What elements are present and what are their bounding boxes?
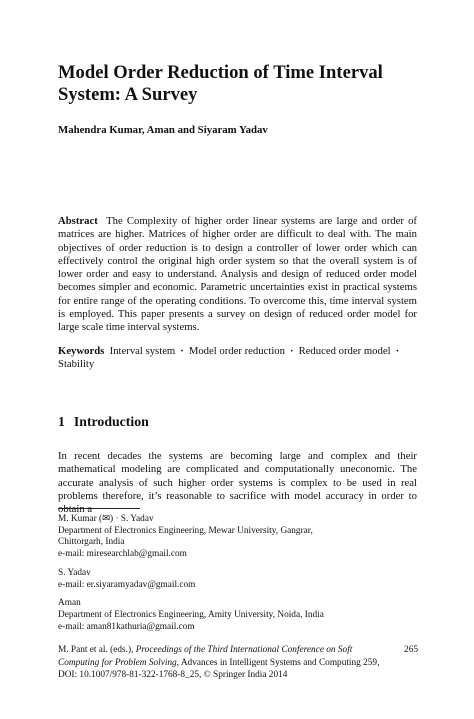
affiliation (58, 514, 418, 561)
keyword: Interval system (109, 345, 176, 357)
affiliation-name: Aman (58, 598, 81, 609)
footnote-rule (58, 508, 140, 509)
keyword: Model order reduction (188, 345, 285, 357)
section-title: Introduction (73, 414, 149, 429)
paper-title: Model Order Reduction of Time Interval System: A Survey (58, 62, 383, 105)
citation-doi: DOI: 10.1007/978-81-322-1768-8_25, © Springer India 2014 (58, 670, 288, 680)
affiliation-name: M. Kumar (✉) · S. Yadav (58, 514, 154, 524)
abstract-text: The Complexity of higher order linear systems are large and order of matrices are higher. Matrices of higher order are difficult to deal with. The main objectives of order reduction is to design a controller of lower order which can effectively control the original high order system so that the overall system is of lower order and easy to understand. Analysis and design of reduced order model becomes simpler and economic. Parametric uncertainties exist in practical systems for entire range of the operating conditions. To overcome this, time interval system is employed. This paper presents a survey on design of reduced order model for large scale time interval systems. (58, 215, 417, 334)
keywords-label: Keywords (58, 345, 105, 357)
keyword: Reduced order model (298, 345, 391, 357)
email-address: miresearchlab@gmail.com (86, 549, 187, 560)
affiliation-line: Chittorgarh, India (58, 537, 125, 548)
section-heading (58, 414, 149, 430)
email-address: er.siyaramyadav@gmail.com (86, 579, 196, 590)
section-body: In recent decades the systems are becoming large and complex and their mathematical modeling are complicated and computationally uneconomic. The accurate analysis of such higher order systems is complex to be used in real problems therefore, it’s reasonable to sacrifice with model accuracy in order to obtain a (58, 450, 417, 516)
email-label: e-mail: (58, 579, 87, 590)
citation-proceedings: Proceedings of the Third International Conference on Soft Computing for Problem Solving (58, 645, 353, 668)
citation-series: , Advances in Intelligent Systems and Computing 259, (176, 657, 380, 668)
citation-prefix: M. Pant et al. (eds.), (58, 645, 136, 655)
page-number: 265 (404, 645, 418, 655)
affiliation-line: Department of Electronics Engineering, Mewar University, Gangrar, (58, 525, 313, 536)
keyword-separator: · (289, 345, 294, 357)
affiliation-email (58, 622, 418, 634)
author-list: Mahendra Kumar, Aman and Siyaram Yadav (58, 124, 268, 136)
email-address: aman81kathuria@gmail.com (86, 621, 195, 632)
citation-footer (58, 644, 418, 682)
citation-text (58, 644, 388, 682)
abstract-label: Abstract (58, 215, 98, 227)
email-label: e-mail: (58, 621, 87, 632)
affiliation (58, 598, 418, 633)
keyword-separator: · (180, 345, 184, 357)
affiliations (58, 514, 418, 640)
email-label: e-mail: (58, 549, 87, 560)
keywords (58, 345, 417, 372)
keyword: Stability (58, 358, 95, 371)
affiliation (58, 568, 418, 591)
affiliation-name: S. Yadav (58, 567, 91, 578)
abstract (58, 215, 417, 335)
affiliation-line: Department of Electronics Engineering, Amity University, Noida, India (58, 609, 324, 620)
keyword-separator: · (395, 345, 400, 357)
affiliation-email (58, 549, 418, 561)
section-number: 1 (58, 414, 65, 429)
affiliation-email (58, 580, 418, 592)
